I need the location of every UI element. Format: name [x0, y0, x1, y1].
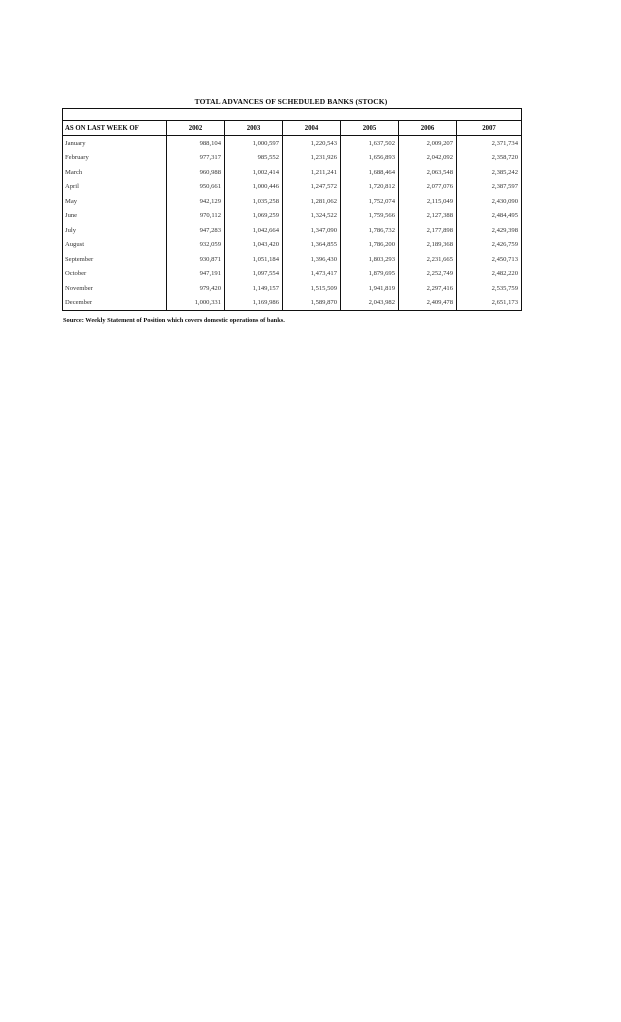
value-cell: 1,220,543 [283, 136, 341, 151]
value-cell: 2,009,207 [399, 136, 457, 151]
row-month-label: May [63, 194, 167, 209]
value-cell: 1,149,157 [225, 281, 283, 296]
value-cell: 1,231,926 [283, 151, 341, 166]
value-cell: 2,430,090 [457, 194, 522, 209]
value-cell: 1,324,522 [283, 209, 341, 224]
value-cell: 1,042,664 [225, 223, 283, 238]
value-cell: 942,129 [167, 194, 225, 209]
table-row [63, 165, 522, 180]
value-cell: 1,879,695 [341, 267, 399, 282]
row-month-label: October [63, 267, 167, 282]
value-cell: 1,637,502 [341, 136, 399, 151]
value-cell: 947,283 [167, 223, 225, 238]
table-row [63, 194, 522, 209]
value-cell: 2,189,368 [399, 238, 457, 253]
row-month-label: September [63, 252, 167, 267]
header-period-label: AS ON LAST WEEK OF [63, 121, 167, 136]
value-cell: 2,484,495 [457, 209, 522, 224]
value-cell: 1,656,893 [341, 151, 399, 166]
value-cell: 2,063,548 [399, 165, 457, 180]
value-cell: 2,077,076 [399, 180, 457, 195]
header-year: 2003 [225, 121, 283, 136]
header-year: 2005 [341, 121, 399, 136]
row-month-label: June [63, 209, 167, 224]
value-cell: 2,371,734 [457, 136, 522, 151]
value-cell: 1,786,200 [341, 238, 399, 253]
value-cell: 1,097,554 [225, 267, 283, 282]
value-cell: 2,651,173 [457, 296, 522, 311]
value-cell: 1,247,572 [283, 180, 341, 195]
table-row [63, 267, 522, 282]
value-cell: 1,941,819 [341, 281, 399, 296]
value-cell: 1,803,293 [341, 252, 399, 267]
row-month-label: February [63, 151, 167, 166]
value-cell: 2,042,092 [399, 151, 457, 166]
value-cell: 2,535,759 [457, 281, 522, 296]
value-cell: 2,385,242 [457, 165, 522, 180]
row-month-label: March [63, 165, 167, 180]
value-cell: 1,043,420 [225, 238, 283, 253]
value-cell: 932,059 [167, 238, 225, 253]
value-cell: 2,450,713 [457, 252, 522, 267]
spacer-cell [63, 109, 522, 121]
value-cell: 1,720,812 [341, 180, 399, 195]
value-cell: 947,191 [167, 267, 225, 282]
value-cell: 2,043,982 [341, 296, 399, 311]
value-cell: 988,104 [167, 136, 225, 151]
value-cell: 977,317 [167, 151, 225, 166]
value-cell: 1,752,074 [341, 194, 399, 209]
value-cell: 2,297,416 [399, 281, 457, 296]
row-month-label: July [63, 223, 167, 238]
value-cell: 2,409,478 [399, 296, 457, 311]
value-cell: 979,420 [167, 281, 225, 296]
value-cell: 1,169,986 [225, 296, 283, 311]
row-month-label: November [63, 281, 167, 296]
table-row [63, 252, 522, 267]
value-cell: 1,000,597 [225, 136, 283, 151]
value-cell: 930,871 [167, 252, 225, 267]
value-cell: 1,211,241 [283, 165, 341, 180]
table-row [63, 209, 522, 224]
value-cell: 2,252,749 [399, 267, 457, 282]
value-cell: 1,759,566 [341, 209, 399, 224]
value-cell: 960,988 [167, 165, 225, 180]
value-cell: 1,000,331 [167, 296, 225, 311]
row-month-label: December [63, 296, 167, 311]
value-cell: 1,515,509 [283, 281, 341, 296]
value-cell: 1,069,259 [225, 209, 283, 224]
value-cell: 1,786,732 [341, 223, 399, 238]
table-row [63, 136, 522, 151]
value-cell: 2,358,720 [457, 151, 522, 166]
table-spacer-row [63, 109, 522, 121]
value-cell: 2,231,665 [399, 252, 457, 267]
advances-table [62, 108, 522, 311]
value-cell: 2,426,759 [457, 238, 522, 253]
value-cell: 2,177,898 [399, 223, 457, 238]
value-cell: 1,051,184 [225, 252, 283, 267]
header-year: 2004 [283, 121, 341, 136]
value-cell: 970,112 [167, 209, 225, 224]
table-row [63, 238, 522, 253]
value-cell: 950,661 [167, 180, 225, 195]
table-body [63, 109, 522, 311]
value-cell: 1,035,258 [225, 194, 283, 209]
table-row [63, 296, 522, 311]
table-row [63, 223, 522, 238]
value-cell: 1,473,417 [283, 267, 341, 282]
value-cell: 2,115,049 [399, 194, 457, 209]
row-month-label: April [63, 180, 167, 195]
header-year: 2006 [399, 121, 457, 136]
value-cell: 1,281,062 [283, 194, 341, 209]
value-cell: 2,429,398 [457, 223, 522, 238]
header-year: 2007 [457, 121, 522, 136]
value-cell: 1,000,446 [225, 180, 283, 195]
row-month-label: August [63, 238, 167, 253]
table-header-row [63, 121, 522, 136]
value-cell: 1,002,414 [225, 165, 283, 180]
table-row [63, 151, 522, 166]
table-title: TOTAL ADVANCES OF SCHEDULED BANKS (STOCK) [194, 97, 388, 106]
table-row [63, 281, 522, 296]
value-cell: 1,589,870 [283, 296, 341, 311]
value-cell: 2,127,388 [399, 209, 457, 224]
value-cell: 1,396,430 [283, 252, 341, 267]
row-month-label: January [63, 136, 167, 151]
source-note: Source: Weekly Statement of Position which covers domestic operations of banks. [63, 317, 285, 324]
value-cell: 2,482,220 [457, 267, 522, 282]
header-year: 2002 [167, 121, 225, 136]
value-cell: 2,387,597 [457, 180, 522, 195]
value-cell: 985,552 [225, 151, 283, 166]
value-cell: 1,347,090 [283, 223, 341, 238]
value-cell: 1,364,855 [283, 238, 341, 253]
value-cell: 1,688,464 [341, 165, 399, 180]
table-row [63, 180, 522, 195]
